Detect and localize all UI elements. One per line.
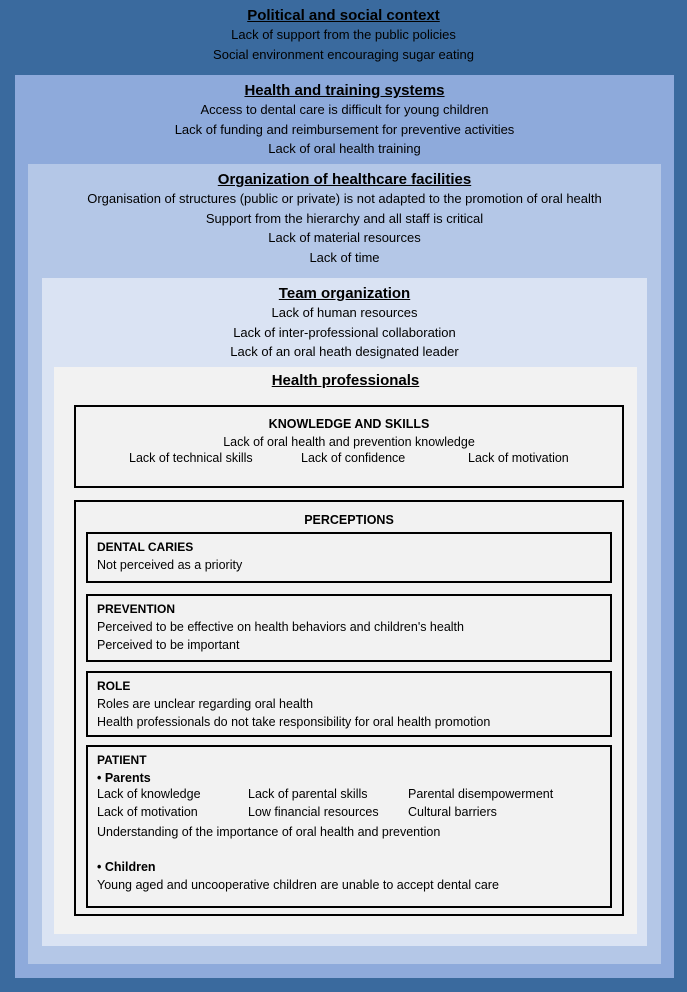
political-title: Political and social context xyxy=(247,7,440,24)
parents-item: Lack of motivation xyxy=(97,805,198,819)
role-line: Roles are unclear regarding oral health xyxy=(97,697,314,711)
prevention-line: Perceived to be effective on health behaviors and children's health xyxy=(97,620,464,634)
dental-caries-line: Not perceived as a priority xyxy=(97,558,243,572)
parents-line: Understanding of the importance of oral health and prevention xyxy=(97,825,441,839)
knowledge-item: Lack of technical skills xyxy=(129,451,253,465)
facilities-line: Organisation of structures (public or private) is not adapted to the promotion of oral health xyxy=(87,191,602,206)
parents-item: Parental disempowerment xyxy=(408,787,554,801)
knowledge-heading: KNOWLEDGE AND SKILLS xyxy=(268,417,430,431)
knowledge-item: Lack of confidence xyxy=(301,451,406,465)
perceptions-heading: PERCEPTIONS xyxy=(304,513,394,527)
parents-item: Cultural barriers xyxy=(408,805,497,819)
dental-caries-title: DENTAL CARIES xyxy=(97,540,194,554)
health-systems-line: Access to dental care is difficult for young children xyxy=(200,102,489,117)
patient-title: PATIENT xyxy=(97,753,147,767)
health-systems-title: Health and training systems xyxy=(244,82,445,99)
dental-caries-box xyxy=(86,532,612,583)
team-title: Team organization xyxy=(278,285,411,302)
health-systems-line: Lack of oral health training xyxy=(268,141,421,156)
political-line: Lack of support from the public policies xyxy=(231,27,456,42)
parents-label: • Parents xyxy=(97,771,151,785)
health-systems-line: Lack of funding and reimbursement for preventive activities xyxy=(174,121,515,137)
children-label: • Children xyxy=(97,860,156,874)
team-line: Lack of inter-professional collaboration xyxy=(233,324,456,340)
facilities-title: Organization of healthcare facilities xyxy=(217,171,472,188)
patient-box xyxy=(86,745,612,908)
prevention-box xyxy=(86,594,612,662)
role-title: ROLE xyxy=(97,679,131,693)
knowledge-item: Lack of motivation xyxy=(468,451,569,465)
role-line: Health professionals do not take responsibility for oral health promotion xyxy=(97,715,491,729)
knowledge-line: Lack of oral health and prevention knowledge xyxy=(223,435,475,449)
parents-item: Lack of parental skills xyxy=(248,787,368,801)
prevention-line: Perceived to be important xyxy=(97,638,240,652)
team-line: Lack of an oral heath designated leader xyxy=(230,344,459,359)
perceptions-box xyxy=(74,500,624,916)
parents-item: Lack of knowledge xyxy=(97,787,201,801)
role-box xyxy=(86,671,612,737)
facilities-line: Lack of time xyxy=(309,249,380,265)
children-line: Young aged and uncooperative children are unable to accept dental care xyxy=(97,878,499,892)
prevention-title: PREVENTION xyxy=(97,602,176,616)
professionals-title: Health professionals xyxy=(271,372,420,389)
political-line: Social environment encouraging sugar eating xyxy=(213,46,474,62)
parents-item: Low financial resources xyxy=(248,805,379,819)
team-line: Lack of human resources xyxy=(271,305,418,320)
facilities-line: Support from the hierarchy and all staff is critical xyxy=(205,210,484,226)
knowledge-skills-box xyxy=(74,405,624,488)
facilities-line: Lack of material resources xyxy=(268,230,421,245)
